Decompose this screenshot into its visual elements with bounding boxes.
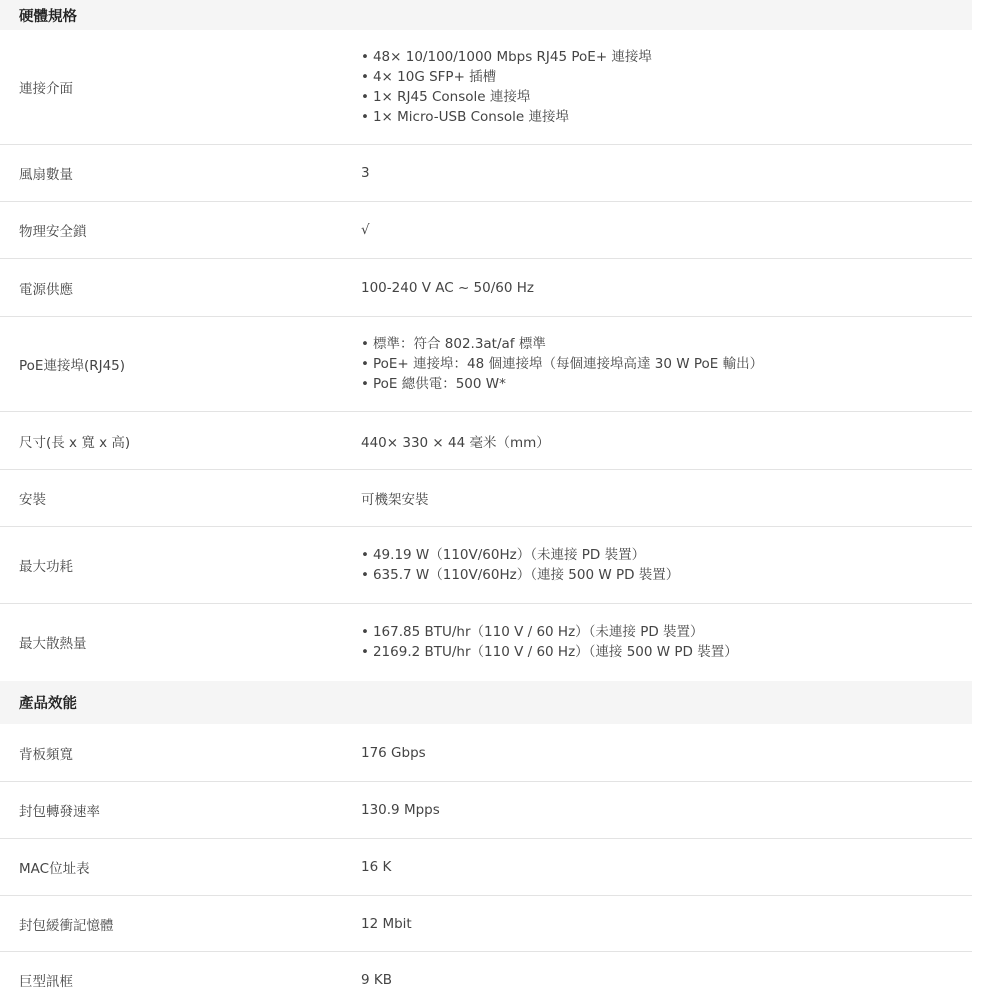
spec-value: 3 [361, 165, 370, 181]
spec-row-max-heat [0, 604, 972, 680]
spec-row-mac-table [0, 839, 972, 895]
spec-value-list [361, 622, 738, 662]
spec-label: 巨型訊框 [19, 974, 73, 990]
spec-row-security-lock [0, 202, 972, 258]
spec-label: 風扇數量 [19, 167, 73, 183]
spec-bullet: • 48× 10/100/1000 Mbps RJ45 PoE+ 連接埠 [361, 47, 652, 67]
spec-label: 電源供應 [19, 281, 73, 298]
spec-value: 16 K [361, 859, 392, 875]
spec-bullet: • 167.85 BTU/hr（110 V / 60 Hz）（未連接 PD 裝置） [361, 622, 738, 642]
spec-row-poe-ports [0, 317, 972, 411]
section-header-hardware [0, 0, 972, 30]
spec-value: √ [361, 222, 370, 238]
spec-value: 440× 330 × 44 毫米（mm） [361, 434, 550, 451]
spec-value: 12 Mbit [361, 915, 412, 932]
spec-bullet: • PoE 總供電：500 W* [361, 374, 763, 394]
section-title: 產品效能 [19, 696, 77, 712]
spec-row-interfaces [0, 30, 972, 144]
spec-label: MAC位址表 [19, 861, 90, 877]
spec-bullet: • 4× 10G SFP+ 插槽 [361, 67, 652, 87]
spec-row-installation [0, 470, 972, 526]
spec-value-list [361, 47, 652, 127]
spec-value: 可機架安裝 [361, 492, 429, 508]
spec-row-forwarding-rate [0, 782, 972, 838]
spec-value: 176 Gbps [361, 744, 426, 761]
spec-row-power-supply [0, 259, 972, 316]
spec-row-fans [0, 145, 972, 201]
spec-value-list [361, 334, 763, 394]
spec-row-packet-buffer [0, 896, 972, 951]
spec-label: PoE連接埠(RJ45) [19, 358, 126, 374]
section-header-performance [0, 681, 972, 724]
spec-row-backplane [0, 724, 972, 781]
spec-bullet: • 2169.2 BTU/hr（110 V / 60 Hz）（連接 500 W PD 裝置） [361, 642, 738, 662]
spec-value: 9 KB [361, 972, 392, 988]
spec-bullet: • 標準：符合 802.3at/af 標準 [361, 334, 763, 354]
spec-bullet: • 49.19 W（110V/60Hz）（未連接 PD 裝置） [361, 545, 679, 565]
spec-bullet: • 1× RJ45 Console 連接埠 [361, 87, 652, 107]
spec-label: 最大散熱量 [19, 636, 87, 652]
spec-label: 尺寸(長 x 寬 x 高) [19, 434, 131, 451]
spec-label: 物理安全鎖 [19, 224, 87, 240]
spec-label: 背板頻寬 [19, 746, 73, 763]
spec-label: 封包緩衝記憶體 [19, 917, 114, 934]
spec-value: 100-240 V AC ~ 50/60 Hz [361, 279, 534, 296]
spec-value-list [361, 545, 679, 585]
spec-bullet: • PoE+ 連接埠：48 個連接埠（每個連接埠高達 30 W PoE 輸出） [361, 354, 763, 374]
spec-row-dimensions [0, 412, 972, 469]
spec-label: 安裝 [19, 492, 46, 508]
spec-row-max-power [0, 527, 972, 603]
spec-label: 連接介面 [19, 81, 73, 97]
spec-value: 130.9 Mpps [361, 802, 440, 818]
spec-bullet: • 1× Micro-USB Console 連接埠 [361, 107, 652, 127]
spec-label: 封包轉發速率 [19, 804, 100, 820]
section-title: 硬體規格 [19, 8, 77, 25]
spec-label: 最大功耗 [19, 559, 73, 575]
spec-bullet: • 635.7 W（110V/60Hz）（連接 500 W PD 裝置） [361, 565, 679, 585]
